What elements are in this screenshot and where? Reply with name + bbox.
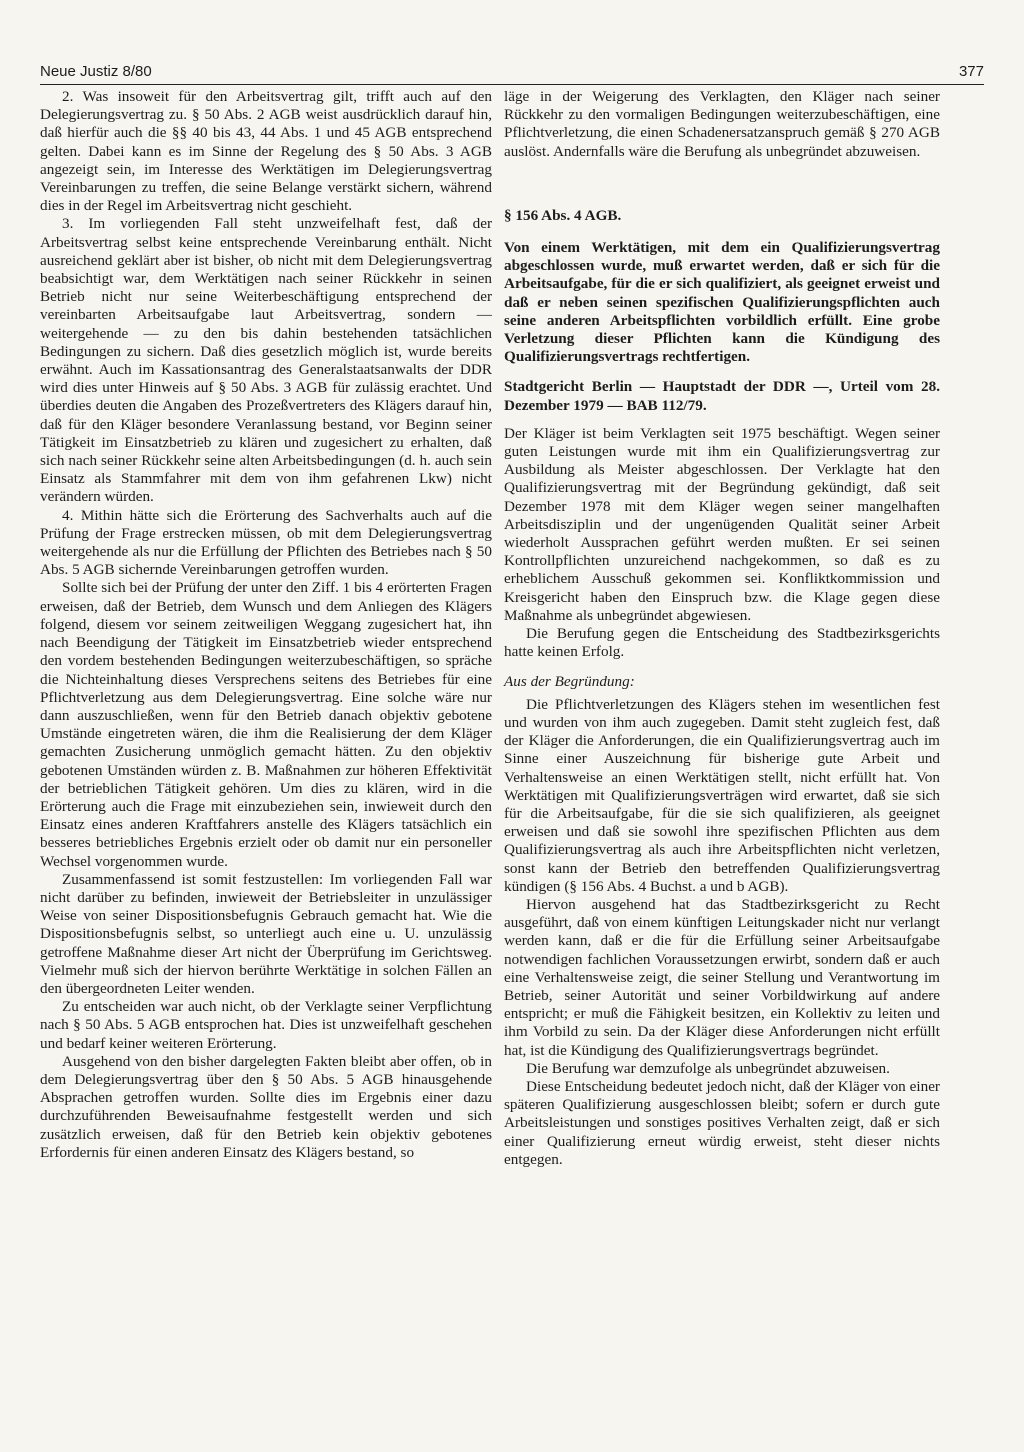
paragraph: 4. Mithin hätte sich die Erörterung des Sachverhalts auch auf die Prüfung der Frage erstrecken müssen, ob mit dem Delegierungsvertrag weitergehende als nur die Erfüllung der Pflichten des Betriebes nach § 50 Abs. 5 AGB sichernde Vereinbarungen getroffen wurden. (40, 506, 492, 579)
facts-paragraph: Der Kläger ist beim Verklagten seit 1975 beschäftigt. Wegen seiner guten Leistungen wurde mit ihm ein Qualifizierungsvertrag zur Ausbildung als Meister abgeschlossen. Der Verklagte hat den Qualifizierungsvertrag mit der Begründung gekündigt, daß seit Dezember 1978 mit dem Kläger wegen seiner mangelhaften Arbeitsdisziplin und der ungenügenden Qualität seiner Arbeit wiederholt Aussprachen geführt werden mußten. Er sei seinen Kontrollpflichten unzureichend nachgekommen, so daß es zu erheblichem Ausschuß gekommen sei. Konfliktkommission und Kreisgericht haben den Einspruch bzw. die Klage gegen diese Maßnahme als unbegründet abgewiesen. (504, 424, 940, 624)
continuation-paragraph: läge in der Weigerung des Verklagten, den Kläger nach seiner Rückkehr zu den vormaligen Bedingungen weiterzubeschäftigen, eine Pflichtverletzung, die einen Schadenersatzanspruch gemäß § 270 AGB auslöst. Andernfalls wäre die Berufung als unbegründet abzuweisen. (504, 88, 940, 160)
facts-paragraph: Die Berufung gegen die Entscheidung des Stadtbezirksgerichts hatte keinen Erfolg. (504, 625, 940, 661)
journal-title: Neue Justiz 8/80 (40, 63, 152, 80)
paragraph: Zusammenfassend ist somit festzustellen: Im vorliegenden Fall war nicht darüber zu befinden, inwieweit der Betriebsleiter in unzulässiger Weise von seiner Dispositionsbefugnis Gebrauch gemacht hat. Wie die Dispositionsbefugnis selbst, so unterliegt auch eine u. U. unzulässig getroffene Maßnahme dieser Art nicht der Überprüfung im Gerichtsweg. Vielmehr muß sich der hiervon berührte Werktätige in solchen Fällen an den übergeordneten Leiter wenden. (40, 870, 492, 997)
reasons-paragraph: Diese Entscheidung bedeutet jedoch nicht, daß der Kläger von einer späteren Qualifizierung ausgeschlossen bleibt; sofern er durch gute Arbeitsleistungen und sonstiges positives Verhalten zeigt, daß er sich einer Qualifizierung erneut würdig erweist, steht dieser nichts entgegen. (504, 1077, 940, 1168)
reasons-paragraph: Hiervon ausgehend hat das Stadtbezirksgericht zu Recht ausgeführt, daß von einem künftigen Leitungskader nicht nur verlangt werden kann, daß er die für die Erfüllung seiner Arbeitsaufgabe notwendigen fachlichen Voraussetzungen erwirbt, sondern daß er auch eine Verhaltensweise zeigt, die seiner Stellung und Verantwortung im Betrieb, seiner Autorität und seiner Vorbildwirkung auf andere entspricht; er muß die Fähigkeit besitzen, ein Kollektiv zu leiten und ihm Vorbild zu sein. Da der Kläger diese Anforderungen nicht erfüllt hat, ist die Kündigung des Qualifizierungsvertrags begründet. (504, 895, 940, 1059)
section-heading: § 156 Abs. 4 AGB. (504, 206, 622, 224)
left-column (40, 88, 492, 1162)
court-citation: Stadtgericht Berlin — Hauptstadt der DDR —, Urteil vom 28. Dezember 1979 — BAB 112/79. (504, 378, 940, 414)
right-column (504, 88, 940, 1169)
paragraph: Ausgehend von den bisher dargelegten Fakten bleibt aber offen, ob in dem Delegierungsvertrag über den § 50 Abs. 5 AGB hinausgehende Absprachen getroffen wurden. Sollte dies im Ergebnis einer dazu durchzuführenden Beweisaufnahme festgestellt werden und sich zusätzlich erweisen, daß für den Betrieb kein objektiv gebotenes Erfordernis für einen anderen Einsatz des Klägers bestand, so (40, 1052, 492, 1161)
headnote: Von einem Werktätigen, mit dem ein Qualifizierungsvertrag abgeschlossen wurde, muß erwartet werden, daß er sich für die Arbeitsaufgabe, für die er sich qualifiziert, als geeignet erweist und daß er neben seinen spezifischen Qualifizierungspflichten auch seine anderen Arbeitspflichten vorbildlich erfüllt. Eine grobe Verletzung dieser Pflichten kann die Kündigung des Qualifizierungsvertrags rechtfertigen. (504, 239, 940, 366)
page-header (40, 58, 984, 85)
paragraph: Zu entscheiden war auch nicht, ob der Verklagte seiner Verpflichtung nach § 50 Abs. 5 AGB entsprochen hat. Dies ist unzweifelhaft geschehen und bedarf keiner weiteren Erörterung. (40, 998, 492, 1052)
paragraph: 2. Was insoweit für den Arbeitsvertrag gilt, trifft auch auf den Delegierungsvertrag zu. § 50 Abs. 2 AGB weist ausdrücklich darauf hin, daß hierfür auch die §§ 40 bis 43, 44 Abs. 1 und 45 AGB entsprechend gelten. Dabei kann es im Sinne der Regelung des § 50 Abs. 3 AGB angezeigt sein, im Interesse des Werktätigen im Delegierungsvertrag Vereinbarungen zu treffen, die seine Belange verstärkt sichern, während dies in der Regel im Arbeitsvertrag nicht geschieht. (40, 88, 492, 215)
reasons-heading: Aus der Begründung: (504, 673, 635, 691)
paragraph: Sollte sich bei der Prüfung der unter den Ziff. 1 bis 4 erörterten Fragen erweisen, daß der Betrieb, dem Wunsch und dem Anliegen des Klägers folgend, diesem vor seinem zeitweiligen Weggang zugesichert hat, ihn nach Beendigung der Tätigkeit im Einsatzbetrieb wieder entsprechend den vordem bestehenden Bedingungen weiterzubeschäftigen, so spräche die Nichteinhaltung dieses Versprechens seitens des Betriebes für eine Pflichtverletzung aus dem Delegierungsvertrag. Eine solche wäre nur dann auszuschließen, wenn für den Betrieb danach objektiv gebotene Umstände eingetreten wären, die ihm die Realisierung der dem Kläger gemachten Zusicherung unmöglich gemacht hätten. Zu den objektiv gebotenen Umständen würden z. B. Maßnahmen zur höheren Effektivität der betrieblichen Tätigkeit gehören. Um dies zu klären, wird in die Erörterung auch die Frage mit einzubeziehen sein, inwieweit durch den Einsatz eines anderen Kraftfahrers anstelle des Klägers tatsächlich ein besseres betriebliches Ergebnis erzielt oder ob damit nur ein personeller Wechsel vorgenommen wurde. (40, 579, 492, 870)
reasons-paragraph: Die Pflichtverletzungen des Klägers stehen im wesentlichen fest und wurden von ihm auch zugegeben. Damit steht zugleich fest, daß der Kläger die Anforderungen, die ein Qualifizierungsvertrag auch im Sinne einer Auszeichnung für bisherige gute Arbeit und Verhaltensweise an einen Werktätigen stellt, nicht erfüllt hat. Von Werktätigen mit Qualifizierungsverträgen wird erwartet, daß sie sich für die Arbeitsaufgabe, für die sie sich qualifizieren, als geeignet erweisen und daß sie sowohl ihre spezifischen Pflichten aus dem Qualifizierungsvertrag als auch ihre Arbeitspflichten nicht verletzen, sonst kann der Betrieb den betreffenden Qualifizierungsvertrag kündigen (§ 156 Abs. 4 Buchst. a und b AGB). (504, 695, 940, 895)
reasons-paragraph: Die Berufung war demzufolge als unbegründet abzuweisen. (526, 1059, 890, 1077)
paragraph: 3. Im vorliegenden Fall steht unzweifelhaft fest, daß der Arbeitsvertrag selbst keine entsprechende Vereinbarung enthält. Nicht ausreichend geklärt aber ist bisher, ob nicht mit dem Delegierungsvertrag beabsichtigt war, dem Werktätigen nach seiner Rückkehr in seinen Betrieb nicht nur seine Weiterbeschäftigung entsprechend der vereinbarten Arbeitsaufgabe laut Arbeitsvertrag, sondern — weitergehende — zu den bis dahin bestehenden tatsächlichen Bedingungen zu sichern. Daß dies gesetzlich möglich ist, wurde bereits erwähnt. Auch im Kassationsantrag des Generalstaatsanwalts der DDR wird dies unter Hinweis auf § 50 Abs. 3 AGB für zulässig erachtet. Und überdies deuten die Angaben des Prozeßvertreters des Klägers darauf hin, daß für den Kläger besondere Veranlassung bestand, vor Beginn seiner Tätigkeit im Einsatzbetrieb zu klären und zugesichert zu erhalten, daß sich nach seiner Rückkehr seine alten Arbeitsbedingungen (d. h. auch sein Einsatz als Stammfahrer mit dem von ihm gefahrenen Lkw) nicht verändern würden. (40, 215, 492, 506)
page-number: 377 (958, 63, 984, 80)
